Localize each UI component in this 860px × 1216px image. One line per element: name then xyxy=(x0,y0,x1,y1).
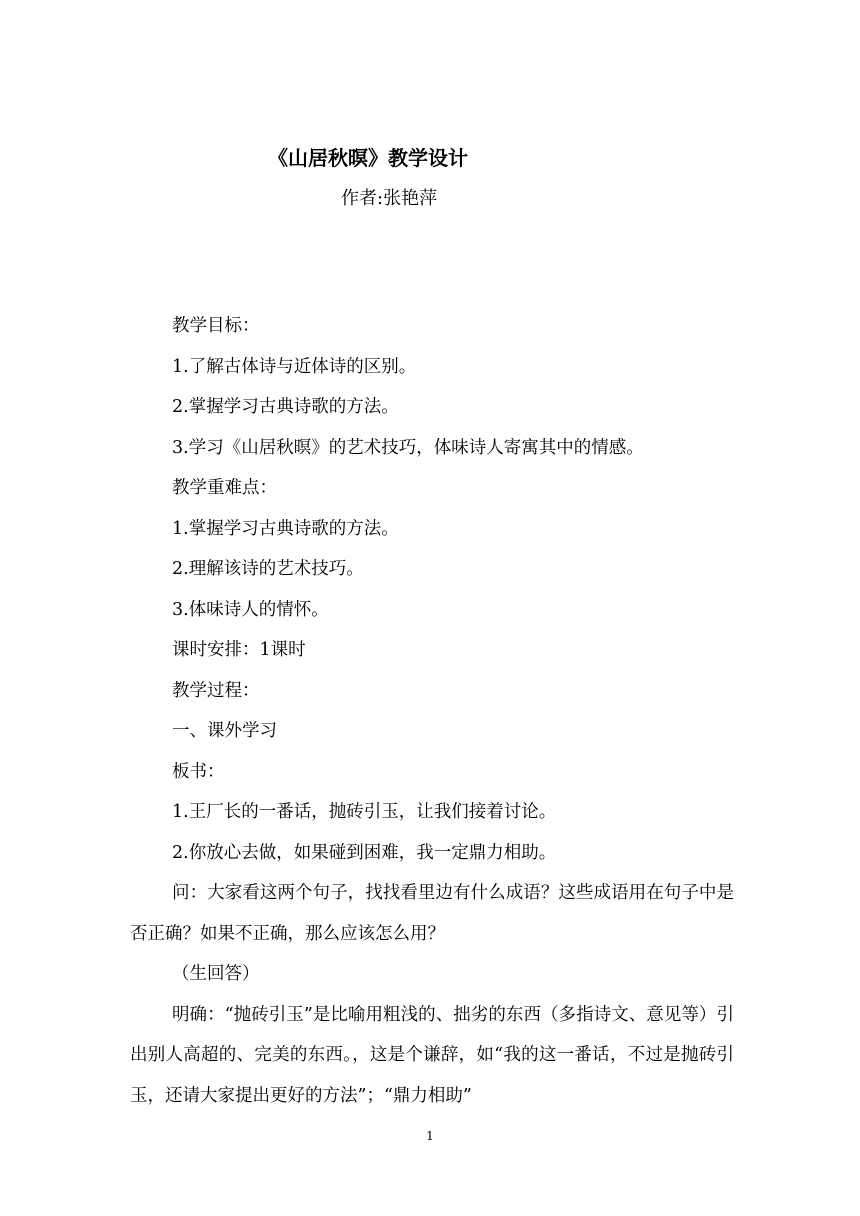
paragraph-example-2: 2.你放心去做，如果碰到困难，我一定鼎力相助。 xyxy=(172,842,557,863)
paragraph-key-point-2: 2.理解该诗的艺术技巧。 xyxy=(172,559,364,579)
paragraph-example-1: 1.王厂长的一番话，抛砖引玉，让我们接着讨论。 xyxy=(172,802,557,822)
paragraph-blackboard-heading: 板书： xyxy=(172,761,225,782)
paragraph-goal-2: 2.掌握学习古典诗歌的方法。 xyxy=(172,397,399,417)
paragraph-process-heading: 教学过程： xyxy=(172,680,260,701)
document-author: 作者:张艳萍 xyxy=(341,188,438,209)
paragraph-goal-3: 3.学习《山居秋暝》的艺术技巧，体味诗人寄寓其中的情感。 xyxy=(172,437,644,458)
document-title: 《山居秋暝》教学设计 xyxy=(268,146,468,170)
paragraph-question: 问：大家看这两个句子，找找看里边有什么成语？这些成语用在句子中是否正确？如果不正确，那么应该怎么用？ xyxy=(130,883,734,944)
paragraph-key-points-heading: 教学重难点： xyxy=(172,478,277,498)
paragraph-teaching-goals-heading: 教学目标： xyxy=(172,316,260,336)
paragraph-key-point-3: 3.体味诗人的情怀。 xyxy=(172,599,329,620)
paragraph-clarification: 明确：“抛砖引玉”是比喻用粗浅的、拙劣的东西（多指诗文、意见等）引出别人高超的、完美的东西。，这是个谦辞，如“我的这一番话，不过是抛砖引玉，还请大家提出更好的方法”；“鼎力相助” xyxy=(130,1004,734,1106)
document-body xyxy=(130,306,734,1116)
page-number: 1 xyxy=(426,1129,434,1143)
paragraph-goal-1: 1.了解古体诗与近体诗的区别。 xyxy=(172,356,417,377)
paragraph-key-point-1: 1.掌握学习古典诗歌的方法。 xyxy=(172,518,399,539)
paragraph-student-answer: （生回答） xyxy=(172,964,260,984)
paragraph-section-1-heading: 一、课外学习 xyxy=(172,721,277,741)
paragraph-schedule: 课时安排：1课时 xyxy=(172,640,306,660)
